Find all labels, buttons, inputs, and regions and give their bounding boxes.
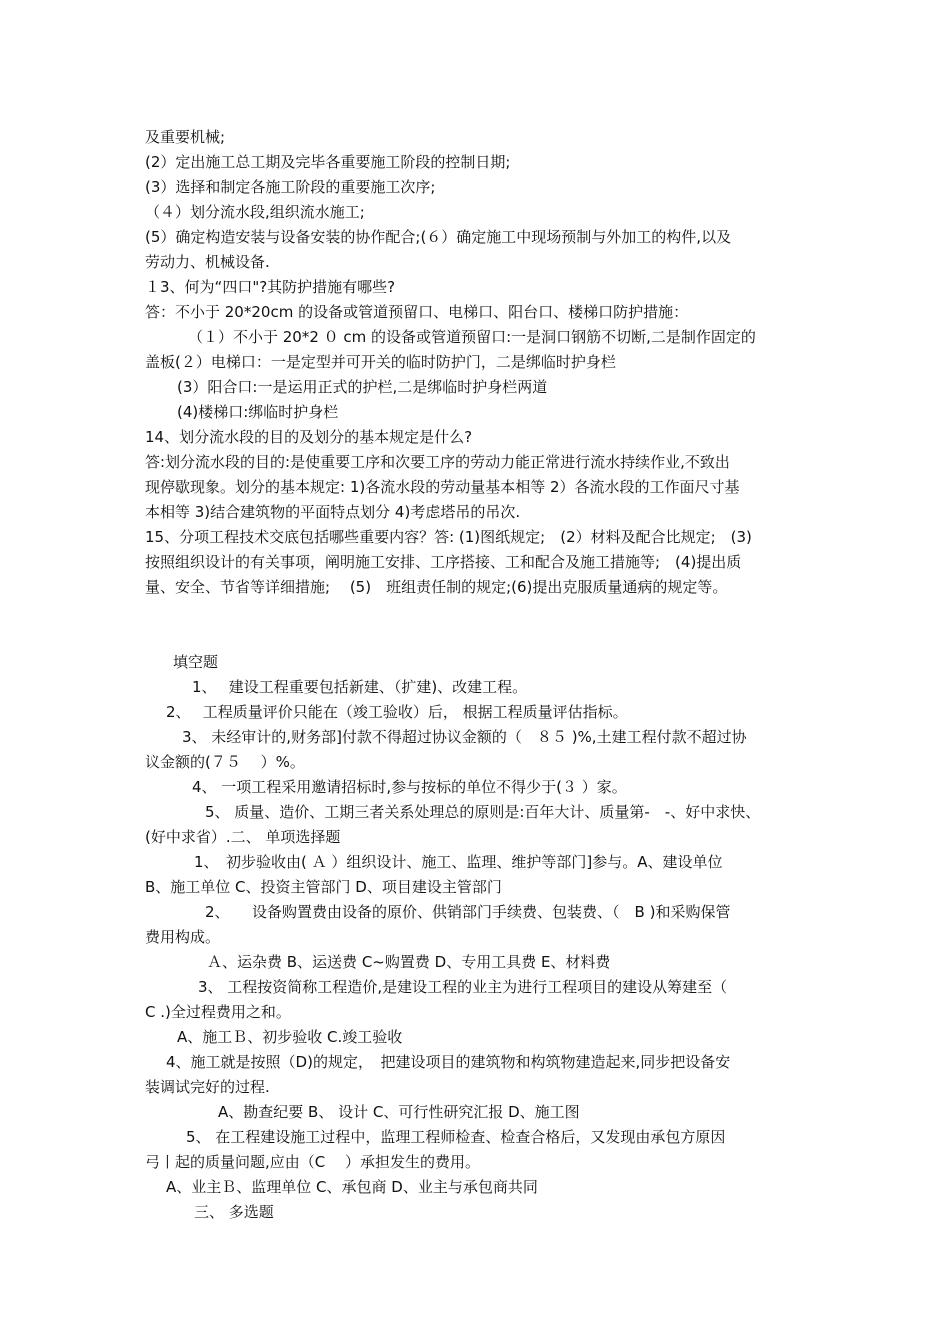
text-line: 装调试完好的过程. (145, 1078, 270, 1096)
text-line: 3、 未经审计的,财务部]付款不得超过协议金额的（ ８５ )%,土建工程付款不超过协 (182, 728, 747, 746)
text-line: 按照组织设计的有关事项，阐明施工安排、工序搭接、工和配合及施工措施等; (4)提出质 (145, 553, 742, 571)
text-line: 费用构成。 (145, 928, 221, 946)
text-line: （１）不小于 20*2 ０ cm 的设备或管道预留口:一是洞口钢筋不切断,二是制作固定的 (188, 328, 756, 346)
text-line: 15、分项工程技术交底包括哪些重要内容？答: (1)图纸规定; (2）材料及配合比规定; (3) (145, 528, 752, 546)
text-line: 1、 初步验收由( Ａ ）组织设计、施工、监理、维护等部门]参与。A、建设单位 (194, 853, 723, 871)
text-line: (3）阳合口:一是运用正式的护栏,二是绑临时护身栏两道 (177, 378, 548, 396)
text-line: 劳动力、机械设备. (145, 253, 270, 271)
text-line: 1、 建设工程重要包括新建、（扩建)、改建工程。 (192, 678, 528, 696)
text-line: 14、划分流水段的目的及划分的基本规定是什么? (145, 428, 473, 446)
text-line: A、勘查纪要 B、 设计 C、可行性研究汇报 D、施工图 (218, 1103, 580, 1121)
text-line: 4、 一项工程采用邀请招标时,参与按标的单位不得少于(３ ）家。 (192, 778, 627, 796)
text-line: １3、何为“四口"?其防护措施有哪些? (145, 278, 396, 296)
text-line: 及重要机械; (145, 128, 226, 146)
text-line: 议金额的(７５ ）%。 (145, 753, 305, 771)
text-line: 现停歇现象。划分的基本规定: 1)各流水段的劳动量基本相等 2）各流水段的工作面尺寸基 (145, 478, 740, 496)
text-line: 3、 工程按资简称工程造价,是建设工程的业主为进行工程项目的建设从筹建至（ (198, 978, 728, 996)
text-line: 答:划分流水段的目的:是使重要工序和次要工序的劳动力能正常进行流水持续作业,不致出 (145, 453, 730, 471)
text-line: 4、施工就是按照（D)的规定， 把建设项目的建筑物和构筑物建造起来,同步把设备安 (166, 1053, 731, 1071)
text-line: C .)全过程费用之和。 (145, 1003, 291, 1021)
section-heading: 填空题 (173, 653, 219, 671)
text-line: (4)楼梯口:绑临时护身栏 (177, 403, 339, 421)
text-line: 盖板(２）电梯口：一是定型并可开关的临时防护门，二是绑临时护身栏 (145, 353, 616, 371)
text-line: 本相等 3)结合建筑物的平面特点划分 4)考虑塔吊的吊次. (145, 503, 521, 521)
text-line: 2、 工程质量评价只能在（竣工验收）后， 根据工程质量评估指标。 (166, 703, 628, 721)
text-line: B、施工单位 C、投资主管部门 D、项目建设主管部门 (145, 878, 502, 896)
text-line: A、业主Ｂ、监理单位 C、承包商 D、业主与承包商共同 (166, 1178, 538, 1196)
text-line: (2）定出施工总工期及完毕各重要施工阶段的控制日期; (145, 153, 511, 171)
text-line: 答：不小于 20*20cm 的设备或管道预留口、电梯口、阳台口、楼梯口防护措施： (145, 303, 689, 321)
text-line: 5、 在工程建设施工过程中，监理工程师检查、检查合格后，又发现由承包方原因 (186, 1128, 726, 1146)
text-line: (5）确定构造安装与设备安装的协作配合;(６）确定施工中现场预制与外加工的构件,以及 (145, 228, 732, 246)
text-line: 量、安全、节省等详细措施; (5) 班组责任制的规定;(6)提出克服质量通病的规定等。 (145, 578, 728, 596)
text-line: (3）选择和制定各施工阶段的重要施工次序; (145, 178, 436, 196)
text-line: 5、 质量、造价、工期三者关系处理总的原则是:百年大计、质量第- -、好中求快、 (205, 803, 761, 821)
section-heading: 三、 多选题 (194, 1203, 274, 1221)
text-line: 2、 设备购置费由设备的原价、供销部门手续费、包装费、（ B )和采购保管 (205, 903, 731, 921)
text-line: （４）划分流水段,组织流水施工; (145, 203, 365, 221)
text-line: 弓丨起的质量问题,应由（C ）承担发生的费用。 (145, 1153, 481, 1171)
text-line: A、施工Ｂ、初步验收 C.竣工验收 (177, 1028, 403, 1046)
text-line: Ａ、运杂费 B、运送费 C~购置费 D、专用工具费 E、材料费 (207, 953, 611, 971)
text-line: (好中求省）.二、 单项选择题 (145, 828, 341, 846)
